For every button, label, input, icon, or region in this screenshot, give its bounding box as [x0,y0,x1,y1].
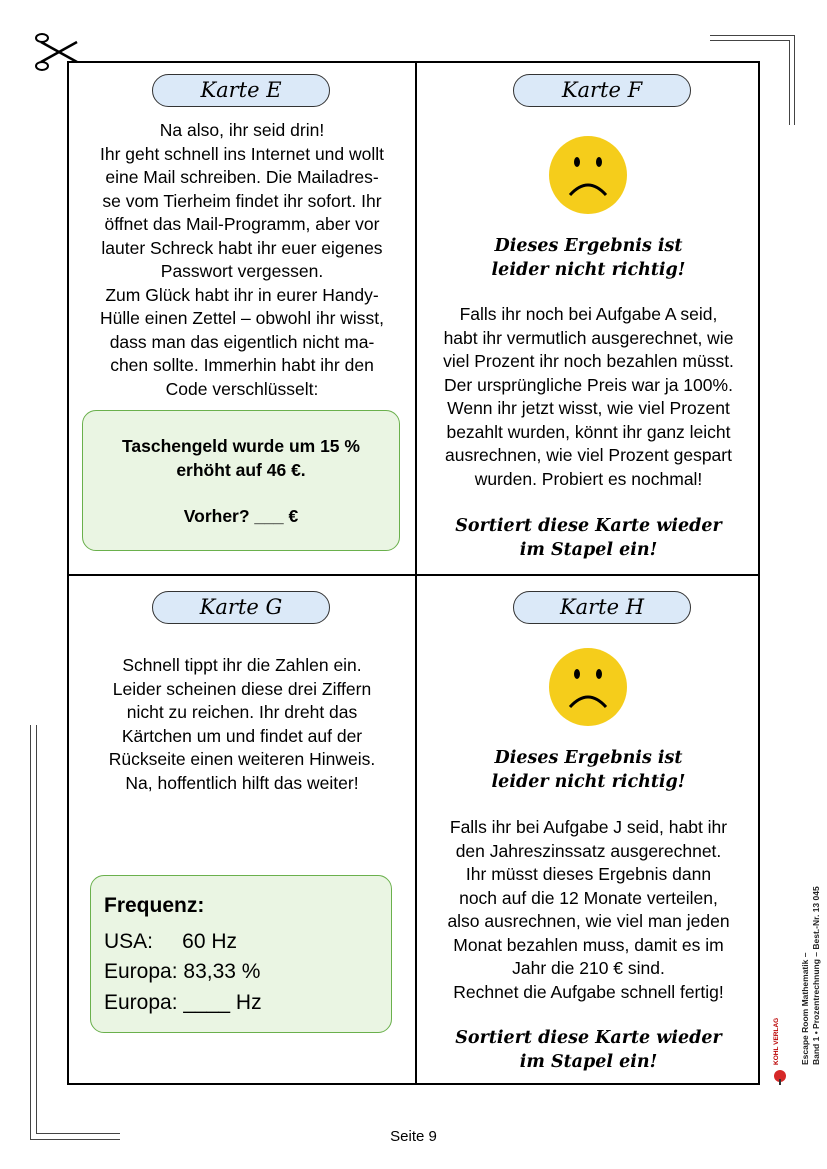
page-number: Seite 9 [390,1128,437,1145]
puzzle-question: Europa: ____ Hz [104,991,262,1014]
text-line: viel Prozent ihr noch bezahlen müsst. [443,351,734,371]
card-e [69,63,415,574]
crop-mark [710,35,795,36]
sad-face-icon [548,647,628,727]
crop-mark [30,725,31,1140]
card-grid [67,61,760,1085]
puzzle-box [82,410,400,551]
card-f [417,63,760,574]
crop-mark [794,35,795,125]
card-g [69,576,415,1085]
text-line: habt ihr vermutlich ausgerechnet, wie [443,327,734,348]
publisher-logo [772,1017,788,1085]
tree-icon [772,1069,788,1085]
text-line: Monat bezahlen muss, damit es im [453,934,724,955]
text-line: Kärtchen um und findet auf der [121,725,363,746]
headline-line: Dieses Ergebnis ist [494,236,683,256]
text-line: Passwort vergessen. [160,261,324,281]
card-title: Karte F [513,74,691,107]
series-title: Escape Room Mathematik – [800,952,810,1065]
product-info: Band 1 • Prozentrechnung – Best.-Nr. 13 045 [811,886,821,1065]
text-line: Na also, ihr seid drin! [159,120,325,140]
publisher-name: KOHL VERLAG [773,1017,780,1065]
text-line: Wenn ihr jetzt wisst, wie viel Prozent [447,398,730,418]
publisher-sidebar [760,795,820,1085]
headline-line: leider nicht richtig! [491,772,686,792]
puzzle-box [90,875,392,1033]
instruction-line: im Stapel ein! [519,540,658,560]
text-line: Falls ihr bei Aufgabe J seid, habt ihr [449,817,728,837]
card-instruction [417,514,760,562]
card-text [417,303,760,491]
sad-face-icon [548,135,628,215]
text-line: se vom Tierheim findet ihr sofort. Ihr [102,190,382,211]
instruction-line: im Stapel ein! [519,1052,658,1072]
text-line: dass man das eigentlich nicht ma- [109,331,375,352]
text-line: ausrechnen, wie viel Prozent gespart [445,445,732,465]
text-line: Ihr geht schnell ins Internet und wollt [99,143,385,164]
text-line: lauter Schreck habt ihr euer eigenes [101,237,383,258]
card-title: Karte E [152,74,330,107]
text-line: den Jahreszinssatz ausgerechnet. [455,840,722,861]
text-line: wurden. Probiert es nochmal! [474,468,703,489]
text-line: Rückseite einen weiteren Hinweis. [108,749,376,769]
result-headline [417,234,760,282]
headline-line: leider nicht richtig! [491,260,686,280]
text-line: also ausrechnen, wie viel man jeden [447,911,730,931]
text-line: eine Mail schreiben. Die Mailadres- [105,167,379,187]
card-text [69,119,415,401]
text-line: Leider scheinen diese drei Ziffern [112,678,372,699]
card-text [417,816,760,1004]
text-line: Jahr die 210 € sind. [512,958,665,978]
card-title: Karte H [513,591,691,624]
puzzle-line: Taschengeld wurde um 15 % [122,436,360,456]
result-headline [417,746,760,794]
card-text [69,654,415,795]
text-line: Hülle einen Zettel – obwohl ihr wisst, [99,308,385,328]
card-title: Karte G [152,591,330,624]
text-line: Ihr müsst dieses Ergebnis dann [465,864,712,884]
text-line: Na, hoffentlich hilft das weiter! [125,772,359,793]
puzzle-line: Europa: 83,33 % [104,960,261,983]
headline-line: Dieses Ergebnis ist [494,748,683,768]
text-line: bezahlt wurden, könnt ihr ganz leicht [446,421,731,442]
card-h [417,576,760,1085]
puzzle-line: erhöht auf 46 €. [176,460,306,480]
text-line: Rechnet die Aufgabe schnell fertig! [453,981,724,1002]
text-line: Schnell tippt ihr die Zahlen ein. [122,655,362,675]
text-line: chen sollte. Immerhin habt ihr den [110,355,374,375]
publisher-info [800,886,822,1065]
instruction-line: Sortiert diese Karte wieder [455,516,722,536]
crop-mark [710,40,790,41]
text-line: öffnet das Mail-Programm, aber vor [104,214,380,234]
text-line: Der ursprüngliche Preis war ja 100%. [444,374,733,395]
text-line: Code verschlüsselt: [165,378,319,399]
instruction-line: Sortiert diese Karte wieder [455,1028,722,1048]
text-line: nicht zu reichen. Ihr dreht das [126,702,358,722]
text-line: Falls ihr noch bei Aufgabe A seid, [459,304,718,324]
card-instruction [417,1026,760,1074]
crop-mark [789,40,790,125]
text-line: Zum Glück habt ihr in eurer Handy- [105,284,379,305]
puzzle-line: USA: 60 Hz [104,930,238,953]
text-line: noch auf die 12 Monate verteilen, [459,887,718,908]
crop-mark [36,725,37,1133]
puzzle-title: Frequenz: [104,894,205,917]
puzzle-question: Vorher? ___ € [183,506,299,526]
